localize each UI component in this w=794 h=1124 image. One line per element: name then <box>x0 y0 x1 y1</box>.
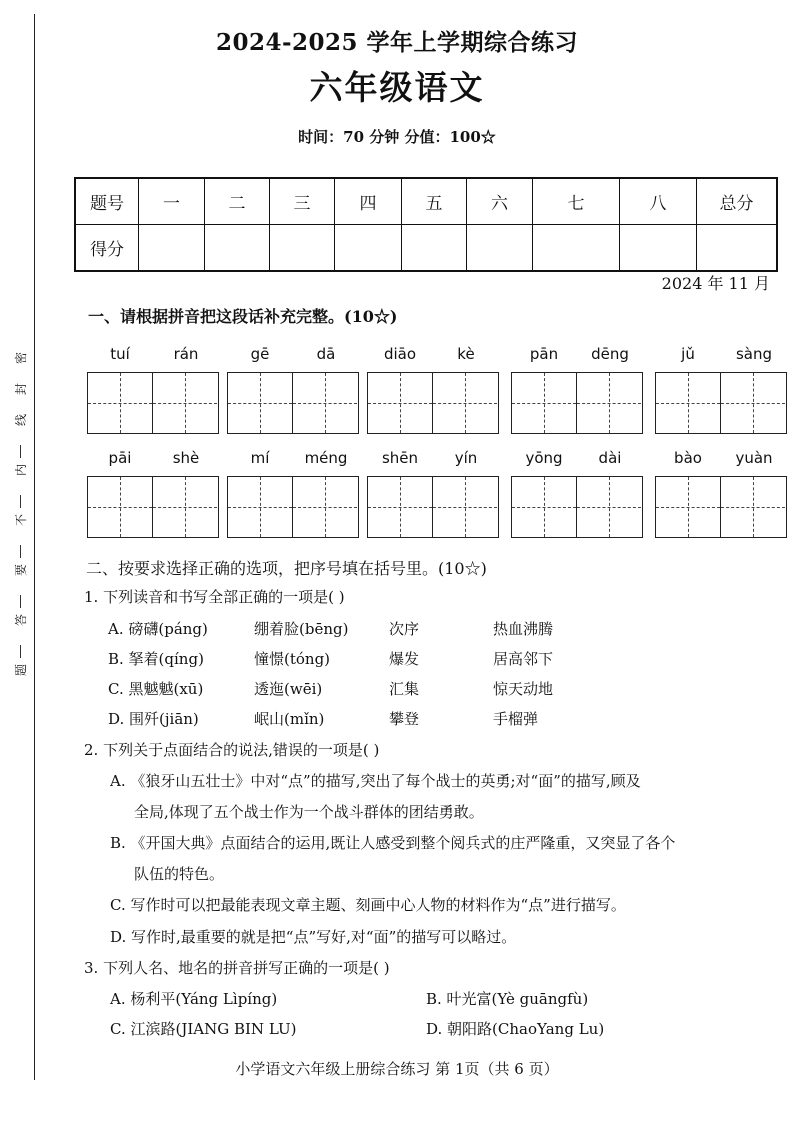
pinyin-group <box>367 449 499 538</box>
q1-option-d[interactable]: D. 围歼(jiān) <box>108 710 199 728</box>
q2-option-c[interactable]: C. 写作时可以把最能表现文章主题、刻画中心人物的材料作为“点”进行描写。 <box>110 896 626 914</box>
q1-stem: 1. 下列读音和书写全部正确的一项是( ) <box>84 588 345 606</box>
score-table-header-row <box>75 178 777 225</box>
writing-box[interactable] <box>153 477 217 537</box>
q1-option-d-word: 岷山(mǐn) <box>254 710 325 728</box>
binding-dash <box>20 495 22 508</box>
q1-option-a-word: 次序 <box>389 620 420 638</box>
binding-dash <box>20 595 22 608</box>
binding-char: 密 <box>13 351 28 365</box>
pinyin-label: rán <box>173 345 199 363</box>
score-header-cell: 三 <box>270 178 335 225</box>
binding-char: 不 <box>13 513 28 527</box>
score-header-cell: 四 <box>335 178 402 225</box>
pinyin-label: pāi <box>108 449 132 467</box>
binding-margin-line <box>34 14 35 1080</box>
q3-stem: 3. 下列人名、地名的拼音拼写正确的一项是( ) <box>84 959 390 977</box>
score-row-label: 得分 <box>75 225 139 272</box>
binding-char: 答 <box>13 613 28 627</box>
pinyin-group <box>87 345 219 434</box>
writing-box[interactable] <box>88 477 153 537</box>
pinyin-label: jǔ <box>681 345 695 363</box>
pinyin-label: dēng <box>591 345 629 363</box>
score-cell[interactable] <box>620 225 697 272</box>
q1-option-c-word: 惊天动地 <box>493 680 554 698</box>
binding-char: 内 <box>13 463 28 477</box>
score-header-cell: 六 <box>467 178 533 225</box>
q3-option-d[interactable]: D. 朝阳路(ChaoYang Lu) <box>426 1020 605 1038</box>
score-cell[interactable] <box>697 225 778 272</box>
q1-option-c[interactable]: C. 黑魆魆(xū) <box>108 680 204 698</box>
writing-box[interactable] <box>512 477 577 537</box>
score-cell[interactable] <box>270 225 335 272</box>
pinyin-label: yōng <box>525 449 563 467</box>
writing-box[interactable] <box>721 477 785 537</box>
q1-option-b[interactable]: B. 拏着(qíng) <box>108 650 204 668</box>
binding-dash <box>20 545 22 558</box>
score-header-cell: 总分 <box>697 178 778 225</box>
q1-option-a-word: 绷着脸(bēng) <box>254 620 349 638</box>
q2-stem: 2. 下列关于点面结合的说法,错误的一项是( ) <box>84 741 380 759</box>
score-header-cell: 二 <box>205 178 270 225</box>
pinyin-group <box>367 345 499 434</box>
score-cell[interactable] <box>139 225 205 272</box>
pinyin-label: dā <box>316 345 336 363</box>
pinyin-label: diāo <box>383 345 417 363</box>
pinyin-group <box>227 449 359 538</box>
q3-option-c[interactable]: C. 江滨路(JIANG BIN LU) <box>110 1020 297 1038</box>
q2-option-a-cont: 全局,体现了五个战士作为一个战斗群体的团结勇敢。 <box>134 803 484 821</box>
exam-subject: 六年级语文 <box>309 68 485 107</box>
exam-title: 2024-2025 学年上学期综合练习 <box>215 29 579 56</box>
pinyin-group <box>87 449 219 538</box>
score-cell[interactable] <box>402 225 467 272</box>
pinyin-label: shēn <box>381 449 419 467</box>
binding-dash <box>20 645 22 658</box>
score-cell[interactable] <box>335 225 402 272</box>
q2-option-d[interactable]: D. 写作时,最重要的就是把“点”写好,对“面”的描写可以略过。 <box>110 928 517 946</box>
writing-box[interactable] <box>88 373 153 433</box>
score-table <box>74 177 778 272</box>
q1-option-b-word: 爆发 <box>389 650 420 668</box>
section2-heading: 二、按要求选择正确的选项，把序号填在括号里。(10☆) <box>86 559 487 578</box>
binding-char: 要 <box>13 563 28 577</box>
pinyin-group <box>655 449 787 538</box>
score-header-cell: 题号 <box>75 178 139 225</box>
q1-option-d-word: 攀登 <box>389 710 420 728</box>
pinyin-label: yuàn <box>735 449 773 467</box>
writing-box[interactable] <box>433 373 497 433</box>
pinyin-group <box>655 345 787 434</box>
writing-box[interactable] <box>433 477 497 537</box>
score-header-cell: 八 <box>620 178 697 225</box>
q2-option-b[interactable]: B. 《开国大典》点面结合的运用,既让人感受到整个阅兵式的庄严隆重，又突显了各个 <box>110 834 676 852</box>
writing-box[interactable] <box>293 373 357 433</box>
pinyin-label: pān <box>529 345 559 363</box>
section1-heading: 一、请根据拼音把这段话补充完整。(10☆) <box>88 307 398 326</box>
writing-box[interactable] <box>577 373 641 433</box>
q1-option-a-word: 热血沸腾 <box>493 620 554 638</box>
exam-date: 2024 年 11 月 <box>661 274 770 293</box>
pinyin-label: bào <box>674 449 702 467</box>
binding-notice <box>8 352 34 695</box>
exam-meta: 时间：70 分钟 分值：100☆ <box>298 128 496 146</box>
binding-char: 题 <box>13 663 28 677</box>
score-header-cell: 一 <box>139 178 205 225</box>
q1-option-d-word: 手榴弹 <box>493 710 539 728</box>
writing-box[interactable] <box>228 477 293 537</box>
q1-option-b-word: 憧憬(tóng) <box>254 650 331 668</box>
score-header-cell: 五 <box>402 178 467 225</box>
pinyin-group <box>511 449 643 538</box>
score-cell[interactable] <box>533 225 620 272</box>
writing-box[interactable] <box>721 373 785 433</box>
q3-option-b[interactable]: B. 叶光富(Yè guāngfù) <box>426 990 589 1008</box>
binding-char: 线 <box>13 413 28 427</box>
pinyin-group <box>227 345 359 434</box>
q1-option-b-word: 居高邻下 <box>493 650 554 668</box>
pinyin-label: yín <box>454 449 478 467</box>
score-table-score-row <box>75 225 777 272</box>
score-cell[interactable] <box>467 225 533 272</box>
writing-box[interactable] <box>153 373 217 433</box>
binding-dash <box>20 445 22 458</box>
writing-box[interactable] <box>368 477 433 537</box>
pinyin-label: tuí <box>110 345 130 363</box>
writing-box[interactable] <box>577 477 641 537</box>
q2-option-a[interactable]: A. 《狼牙山五壮士》中对“点”的描写,突出了每个战士的英勇;对“面”的描写,顾及 <box>110 772 641 790</box>
writing-box[interactable] <box>656 477 721 537</box>
pinyin-label: sàng <box>735 345 773 363</box>
writing-box[interactable] <box>293 477 357 537</box>
pinyin-label: mí <box>250 449 270 467</box>
writing-box[interactable] <box>228 373 293 433</box>
q1-option-c-word: 透迤(wēi) <box>254 680 323 698</box>
q1-option-c-word: 汇集 <box>389 680 420 698</box>
pinyin-label: shè <box>172 449 200 467</box>
score-cell[interactable] <box>205 225 270 272</box>
writing-box[interactable] <box>512 373 577 433</box>
writing-box[interactable] <box>368 373 433 433</box>
q1-option-a[interactable]: A. 磅礴(páng) <box>108 620 208 638</box>
page-footer: 小学语文六年级上册综合练习 第 1页（共 6 页） <box>235 1060 559 1078</box>
pinyin-label: kè <box>457 345 475 363</box>
q3-option-a[interactable]: A. 杨利平(Yáng Lìpíng) <box>110 990 278 1008</box>
binding-char: 封 <box>13 382 28 396</box>
pinyin-label: gē <box>250 345 270 363</box>
score-header-cell: 七 <box>533 178 620 225</box>
pinyin-label: dài <box>598 449 622 467</box>
pinyin-label: méng <box>304 449 348 467</box>
writing-box[interactable] <box>656 373 721 433</box>
pinyin-group <box>511 345 643 434</box>
q2-option-b-cont: 队伍的特色。 <box>134 865 225 883</box>
